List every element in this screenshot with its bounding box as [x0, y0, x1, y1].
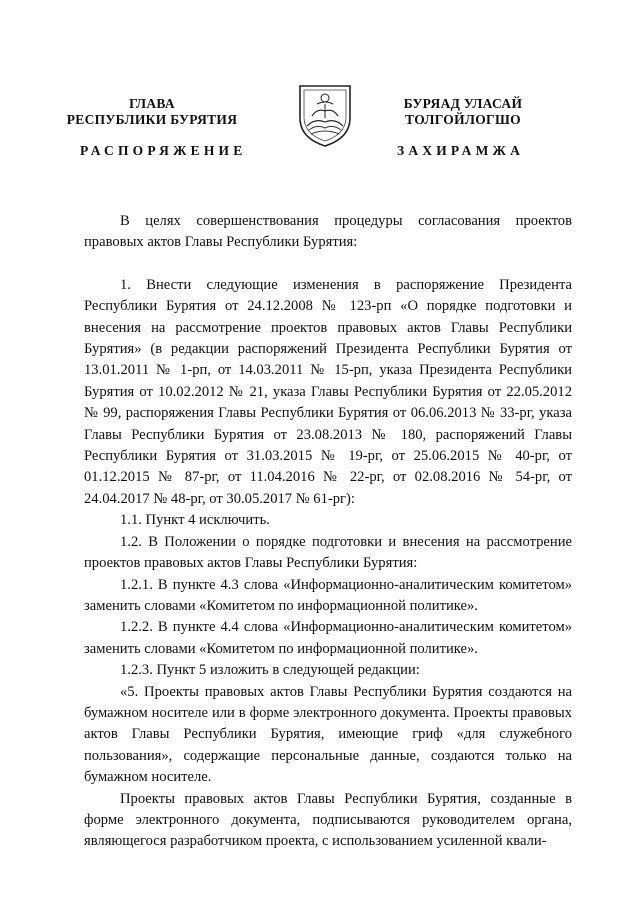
clause-1: 1. Внести следующие изменения в распоряжение Президента Республики Бурятия от 24.12.2008 № 123-рп «О порядке подготовки и внесения на рассмотрение проектов правовых актов Главы Республики Бурятия» (в редакции распоряжений Президента Республики Бурятия от 13.01.2011 № 1-рп, от 14.03.2011 № 15-рп, указа Президента Республики Бурятия от 10.02.2012 № 21, указа Главы Республики Бурятия от 22.05.2012 № 99, распоряжения Главы Республики Бурятия от 06.06.2013 № 33-рг, указа Главы Республики Бурятия от 23.08.2013 № 180, распоряжений Главы Республики Бурятия от 31.03.2015 № 19-рг, от 25.06.2015 № 40-рг, от 01.12.2015 № 87-рг, от 11.04.2016 № 22-рг, от 02.08.2016 № 54-рг, от 24.04.2017 № 48-рг, от 30.05.2017 № 61-рг): [84, 276, 572, 507]
clause-1-2-2: 1.2.2. В пункте 4.4 слова «Информационно-аналитическим комитетом» заменить словами «Комитетом по информационной политике». [84, 619, 572, 657]
new-clause-5-continued: Проекты правовых актов Главы Республики Бурятия, созданные в форме электронного документа, подписываются руководителем органа, являющегося разработчиком проекта, с использованием усиленной квали- [84, 790, 572, 850]
clause-1-2-1: 1.2.1. В пункте 4.3 слова «Информационно-аналитическим комитетом» заменить словами «Комитетом по информационной политике». [84, 576, 572, 614]
new-clause-5: «5. Проекты правовых актов Главы Республики Бурятия создаются на бумажном носителе или в форме электронного документа. Проекты правовых актов Главы Республики Бурятия, имеющие гриф «для служебного пользования», содержащие персональные данные, создаются только на бумажном носителе. [84, 683, 572, 786]
issuer-buryat-line1: БУРЯАД УЛАСАЙ [403, 96, 523, 111]
issuer-buryat-line2: ТОЛГОЙЛОГШО [405, 112, 521, 127]
document-body [84, 211, 572, 853]
clause-1-2-3: 1.2.3. Пункт 5 изложить в следующей редакции: [120, 662, 420, 679]
issuer-title-line: ГЛАВА [129, 96, 175, 111]
clause-1-2: 1.2. В Положении о порядке подготовки и внесения на рассмотрение проектов правовых актов Главы Республики Бурятия: [84, 533, 572, 572]
document-type-russian: РАСПОРЯЖЕНИЕ [80, 143, 247, 158]
clause-1-1: 1.1. Пункт 4 исключить. [120, 512, 270, 529]
document-type-buryat: ЗАХИРАМЖА [397, 143, 525, 158]
coat-of-arms-icon [297, 82, 353, 148]
issuer-republic-line: РЕСПУБЛИКИ БУРЯТИЯ [66, 112, 238, 127]
issuer-russian [62, 96, 242, 128]
issuer-buryat [378, 96, 548, 128]
preamble-paragraph: В целях совершенствования процедуры согласования проектов правовых актов Главы Республики Бурятия: [84, 213, 572, 251]
